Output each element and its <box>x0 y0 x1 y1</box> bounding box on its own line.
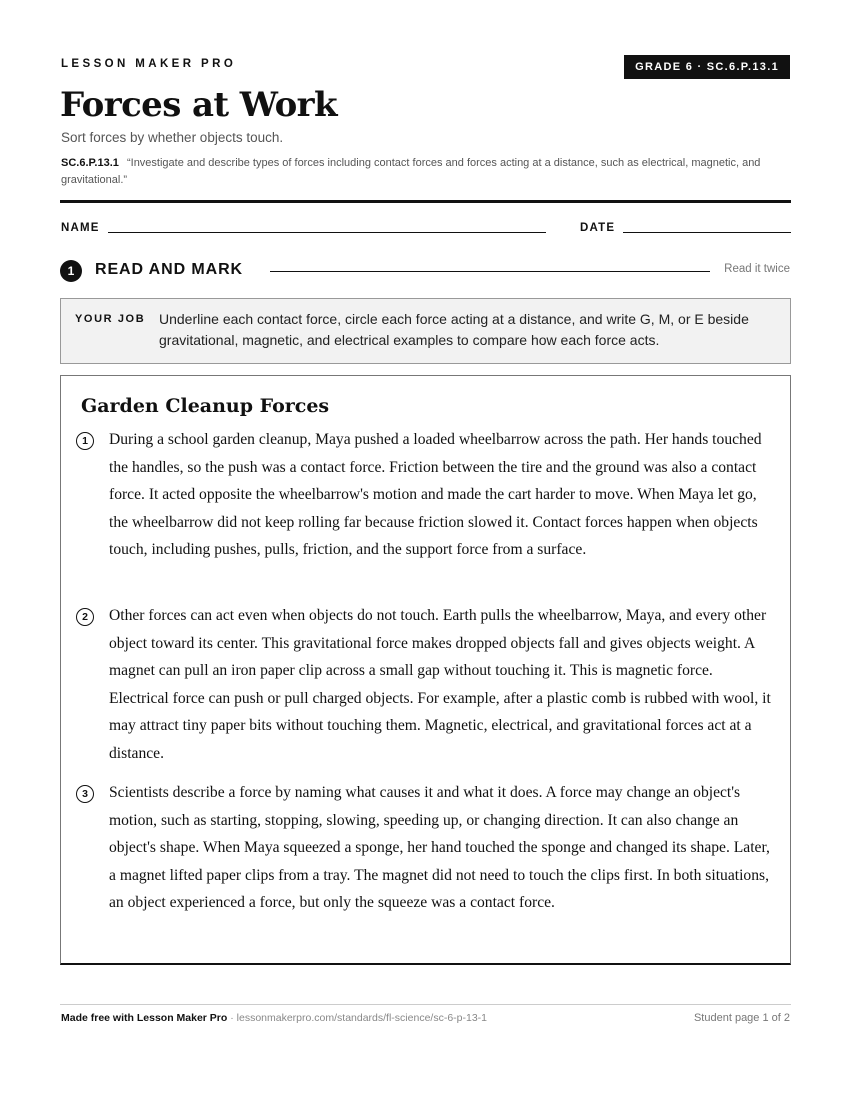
section-note: Read it twice <box>724 263 790 275</box>
footer-separator: · <box>227 1012 237 1024</box>
section-title: READ AND MARK <box>95 261 243 278</box>
name-label: NAME <box>61 222 100 234</box>
page-subtitle: Sort forces by whether objects touch. <box>61 130 284 145</box>
date-label: DATE <box>580 222 616 234</box>
standard-code: SC.6.P.13.1 <box>61 157 119 169</box>
paragraph-number-badge: 3 <box>76 785 94 803</box>
reading-passage <box>60 375 791 965</box>
footer-made-with: Made free with Lesson Maker Pro <box>61 1012 228 1024</box>
paragraph-text: During a school garden cleanup, Maya pushed a loaded wheelbarrow across the path. Her hands touched the handles, so the push was a contact force. Friction between the tire and the ground was also a contact force. It acted opposite the wheelbarrow's motion and made the cart harder to move. When Maya let go, the wheelbarrow did not keep rolling far because friction slowed it. Contact forces happen when objects touch, including pushes, pulls, friction, and the support force from a surface. <box>109 431 762 559</box>
footer-url[interactable]: lessonmakerpro.com/standards/fl-science/sc-6-p-13-1 <box>236 1012 488 1024</box>
grade-badge: GRADE 6 · SC.6.P.13.1 <box>624 55 790 79</box>
section-divider <box>270 271 710 272</box>
paragraph-text: Scientists describe a force by naming what causes it and what it does. A force may change an object's motion, such as starting, stopping, slowing, speeding up, or changing direction. It can also change an object's shape. When Maya squeezed a sponge, her hand touched the sponge and changed its shape. Later, a magnet lifted paper clips from a tray. The magnet did not need to touch the clips first. In both situations, an object experienced a force, but only the squeeze was a contact force. <box>109 784 770 912</box>
passage-title: Garden Cleanup Forces <box>81 395 330 417</box>
your-job-label: YOUR JOB <box>75 313 146 325</box>
page-title: Forces at Work <box>60 85 337 125</box>
your-job-instructions: Underline each contact force, circle each force acting at a distance, and write G, M, or E beside gravitational, magnetic, and electrical examples to compare how each force acts. <box>159 311 749 348</box>
footer-credit <box>61 1012 487 1024</box>
brand-name: LESSON MAKER PRO <box>61 58 237 70</box>
paragraph-number-badge: 1 <box>76 432 94 450</box>
name-field-line[interactable] <box>108 232 546 233</box>
date-field-line[interactable] <box>623 232 791 233</box>
paragraph-text: Other forces can act even when objects do not touch. Earth pulls the wheelbarrow, Maya, and every other object toward its center. This gravitational force makes dropped objects fall and gives objects weight. A magnet can pull an iron paper clip across a small gap without touching it. This is magnetic force. Electrical force can push or pull charged objects. For example, after a plastic comb is rubbed with wool, it may attract tiny paper bits without touching them. Magnetic, electrical, and gravitational forces act at a distance. <box>109 607 771 762</box>
your-job-box <box>60 298 791 364</box>
header-divider <box>60 200 791 203</box>
page-indicator: Student page 1 of 2 <box>693 1012 790 1024</box>
standard-text: “Investigate and describe types of forces including contact forces and forces acting at a distance, such as electrical, magnetic, and gravitational.” <box>61 157 761 186</box>
section-number-badge: 1 <box>60 260 82 282</box>
standard-statement <box>61 155 761 189</box>
footer-divider <box>60 1004 791 1005</box>
paragraph-number-badge: 2 <box>76 608 94 626</box>
